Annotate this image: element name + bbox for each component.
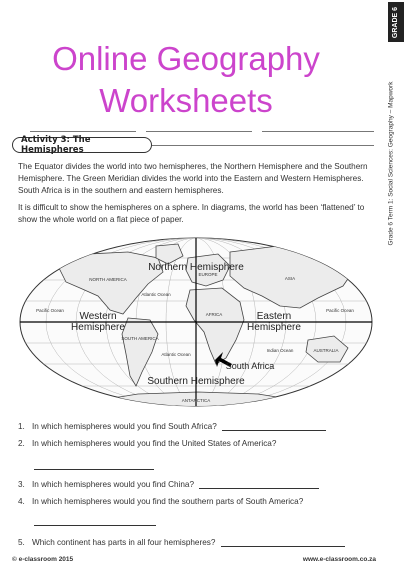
- activity-rule: [152, 145, 374, 146]
- question-3: [18, 479, 319, 489]
- world-map: [18, 236, 374, 408]
- question-1: [18, 421, 326, 431]
- side-subject-text: Grade 6 Term 1: Social Sciences: Geography – Mapwork: [387, 81, 395, 246]
- question-text: In which hemispheres would you find the southern parts of South America?: [32, 497, 304, 506]
- question-number: 5.: [18, 538, 25, 547]
- answer-blank-5[interactable]: [221, 537, 345, 547]
- question-number: 1.: [18, 422, 25, 431]
- label-atlantic-ocean-north: Atlantic Ocean: [141, 292, 171, 297]
- answer-blank-2[interactable]: [34, 469, 154, 470]
- footer-copyright: © e-classroom 2015: [12, 556, 74, 563]
- label-africa: AFRICA: [205, 312, 223, 317]
- question-text: In which hemispheres would you find the United States of America?: [32, 439, 277, 448]
- question-text: Which continent has parts in all four hemispheres?: [32, 538, 216, 547]
- question-2: [18, 439, 276, 448]
- label-antarctica: ANTARCTICA: [181, 398, 211, 403]
- label-eastern-hemisphere: Eastern Hemisphere: [247, 311, 301, 333]
- question-number: 4.: [18, 497, 25, 506]
- label-atlantic-ocean-south: Atlantic Ocean: [161, 352, 191, 357]
- question-text: In which hemispheres would you find China?: [32, 480, 195, 489]
- label-southern-hemisphere: Southern Hemisphere: [147, 376, 245, 387]
- name-line: [30, 131, 136, 132]
- answer-blank-4[interactable]: [34, 525, 156, 526]
- question-text: In which hemispheres would you find South Africa?: [32, 422, 217, 431]
- class-line: [146, 131, 252, 132]
- label-australia: AUSTRALIA: [313, 348, 339, 353]
- activity-label: Activity 3: The Hemispheres: [21, 135, 91, 155]
- label-europe: EUROPE: [198, 272, 218, 277]
- title-line-1: Online Geography: [52, 40, 320, 77]
- label-pacific-ocean-west: Pacific Ocean: [36, 308, 64, 313]
- question-number: 2.: [18, 439, 25, 448]
- date-line: [262, 131, 374, 132]
- question-5: [18, 537, 345, 547]
- answer-blank-3[interactable]: [199, 479, 319, 489]
- question-4: [18, 497, 303, 506]
- intro-paragraph: The Equator divides the world into two hemispheres, the Northern Hemisphere and the Southern Hemisphere. The Green Meridian divides the world into the Eastern and Western Hemispheres. South Africa is in the southern and eastern hemispheres.: [18, 162, 368, 195]
- grade-label: GRADE 6: [392, 6, 400, 38]
- flattened-paragraph: It is difficult to show the hemispheres on a sphere. In diagrams, the world has been ‘flattened’ to show the whole world on a flat piece of paper.: [18, 203, 365, 224]
- activity-heading: [12, 137, 152, 153]
- side-strip: [384, 0, 406, 574]
- label-indian-ocean: Indian Ocean: [266, 348, 294, 353]
- title-line-2: Worksheets: [99, 82, 273, 119]
- label-pacific-ocean-east: Pacific Ocean: [326, 308, 354, 313]
- label-asia: ASIA: [284, 276, 296, 281]
- label-north-america: NORTH AMERICA: [89, 277, 127, 282]
- label-south-africa: South Africa: [225, 361, 275, 371]
- footer-website: www.e-classroom.co.za: [302, 556, 376, 563]
- grade-badge: [388, 2, 404, 42]
- label-northern-hemisphere: Northern Hemisphere: [148, 262, 244, 273]
- label-south-america: SOUTH AMERICA: [121, 336, 159, 341]
- answer-blank-1[interactable]: [222, 421, 326, 431]
- question-number: 3.: [18, 480, 25, 489]
- label-western-hemisphere: Western Hemisphere: [71, 311, 125, 333]
